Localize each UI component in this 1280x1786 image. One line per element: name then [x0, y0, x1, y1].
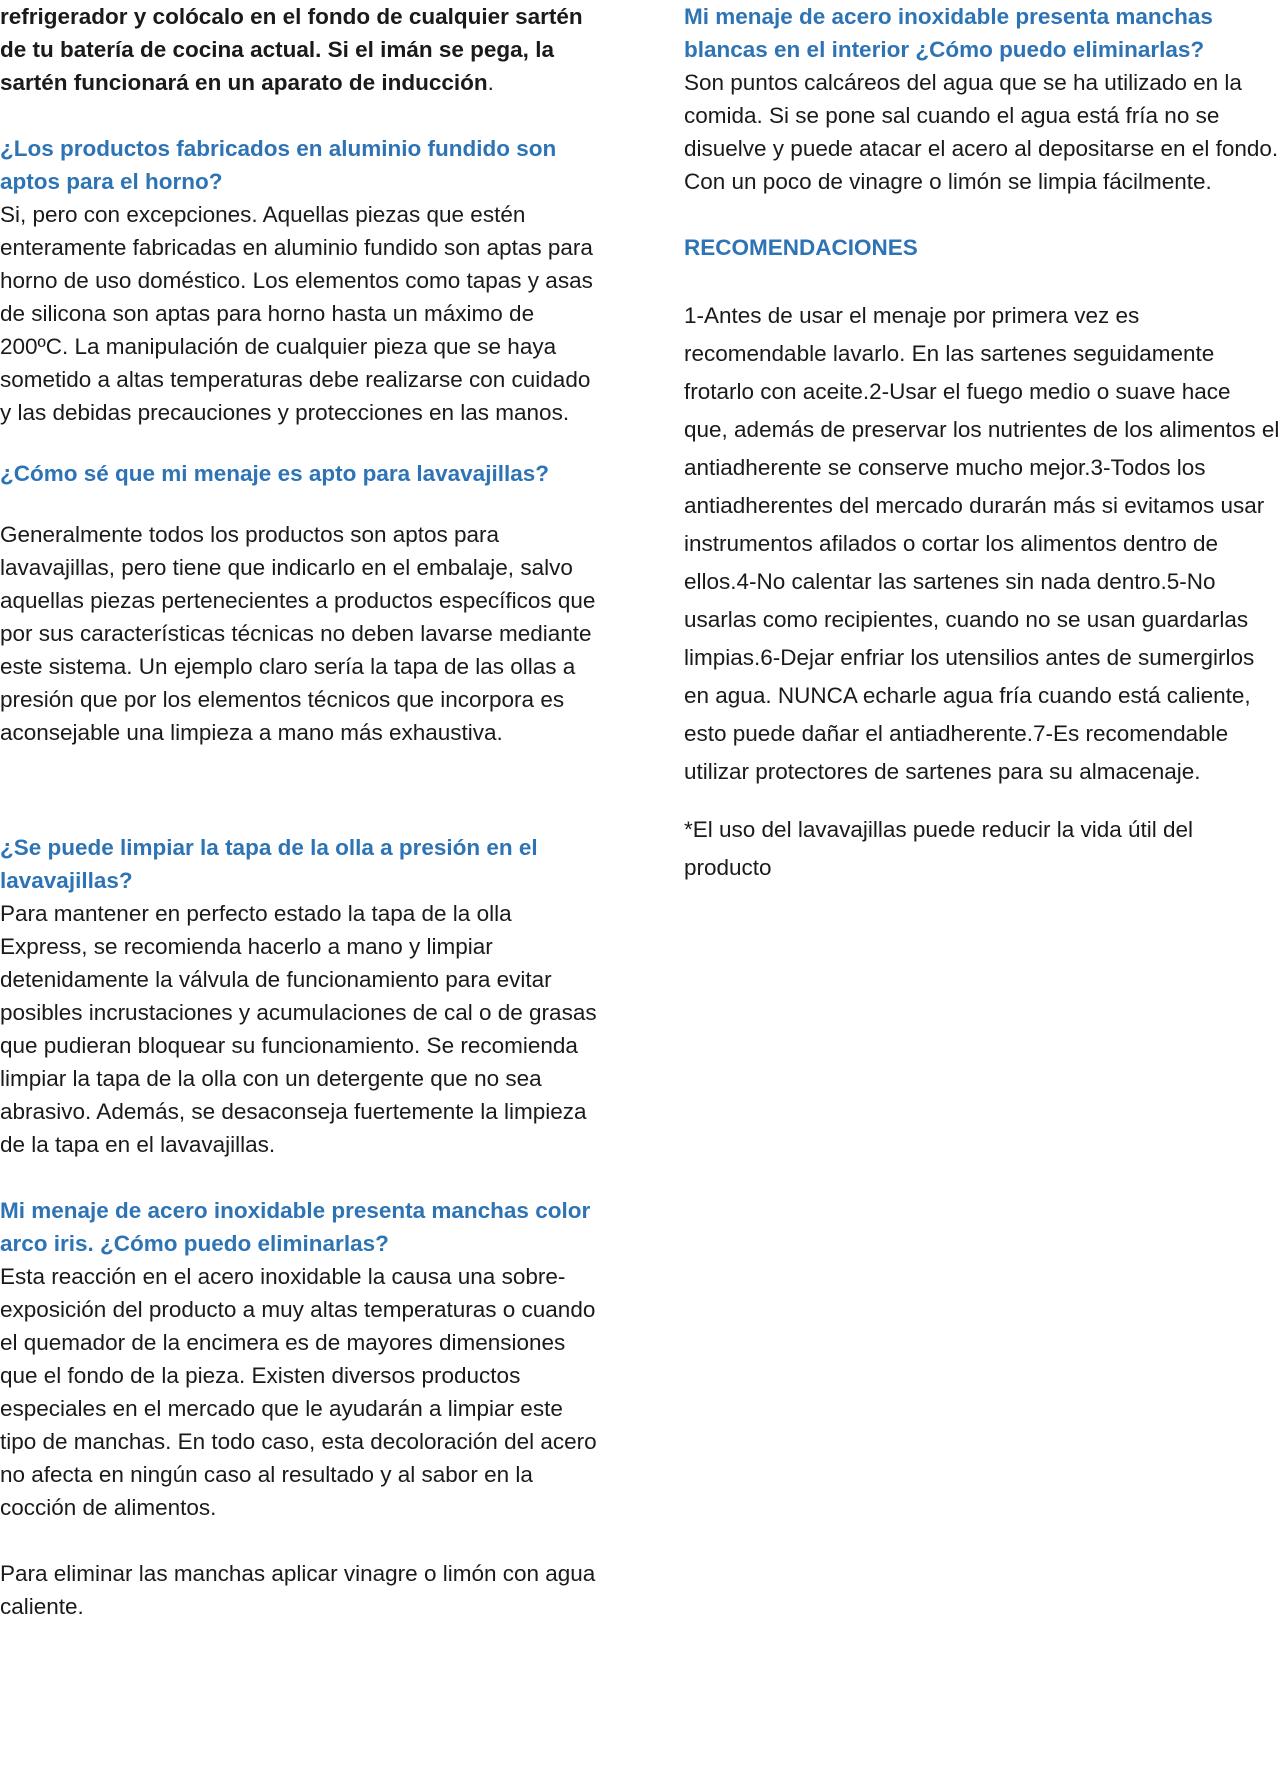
- recomendaciones-heading: RECOMENDACIONES: [684, 235, 918, 260]
- recomendaciones-text: 1-Antes de usar el menaje por primera vez es recomendable lavarlo. En las sartenes seguidamente frotarlo con aceite.2-Usar el fuego medio o suave hace que, además de preservar los nutrientes de los alimentos el antiadherente se conserve mucho mejor.3-Todos los antiadherentes del mercado durarán más si evitamos usar instrumentos afilados o cortar los alimentos dentro de ellos.4-No calentar las sartenes sin nada dentro.5-No usarlas como recipientes, cuando no se usan guardarlas limpias.6-Dejar enfriar los utensilios antes de sumergirlos en agua. NUNCA echarle agua fría cuando está caliente, esto puede dañar el antiadherente.7-Es recomendable utilizar protectores de sartenes para su almacenaje.: [684, 303, 1280, 784]
- intro-bold-text: refrigerador y colócalo en el fondo de cualquier sartén de tu batería de cocina actual. Si el imán se pega, la sartén funcionará en un aparato de inducción: [0, 4, 583, 95]
- faq-arco-iris-question: Mi menaje de acero inoxidable presenta manchas color arco iris. ¿Cómo puedo eliminarlas?: [0, 1198, 591, 1256]
- faq-arco-iris-answer: Esta reacción en el acero inoxidable la causa una sobre-exposición del producto a muy altas temperaturas o cuando el quemador de la encimera es de mayores dimensiones que el fondo de la pieza. Existen diversos productos especiales en el mercado que le ayudarán a limpiar este tipo de manchas. En todo caso, esta decoloración del acero no afecta en ningún caso al resultado y al sabor en la cocción de alimentos.: [0, 1264, 597, 1520]
- right-column: [684, 0, 1280, 887]
- spacer: [0, 1161, 600, 1194]
- intro-paragraph: [0, 0, 600, 99]
- spacer: [0, 429, 600, 457]
- faq-tapa-olla-answer: Para mantener en perfecto estado la tapa de la olla Express, se recomienda hacerlo a mano y limpiar detenidamente la válvula de funcionamiento para evitar posibles incrustaciones y acumulaciones de cal o de grasas que pudieran bloquear su funcionamiento. Se recomienda limpiar la tapa de la olla con un detergente que no sea abrasivo. Además, se desaconseja fuertemente la limpieza de la tapa en el lavavajillas.: [0, 901, 597, 1157]
- faq-aluminio-question: ¿Los productos fabricados en aluminio fundido son aptos para el horno?: [0, 136, 557, 194]
- left-column: [0, 0, 600, 1623]
- spacer: [684, 791, 1280, 811]
- spacer: [684, 264, 1280, 297]
- spacer: [0, 99, 600, 132]
- faq-aluminio-answer: Si, pero con excepciones. Aquellas piezas que estén enteramente fabricadas en aluminio fundido son aptas para horno de uso doméstico. Los elementos como tapas y asas de silicona son aptas para horno hasta un máximo de 200ºC. La manipulación de cualquier pieza que se haya sometido a altas temperaturas debe realizarse con cuidado y las debidas precauciones y protecciones en las manos.: [0, 202, 593, 425]
- faq-manchas-blancas-answer-2: Con un poco de vinagre o limón se limpia fácilmente.: [684, 169, 1212, 194]
- spacer: [0, 490, 600, 518]
- faq-lavavajillas-answer: Generalmente todos los productos son aptos para lavavajillas, pero tiene que indicarlo en el embalaje, salvo aquellas piezas pertenecientes a productos específicos que por sus características técnicas no deben lavarse mediante este sistema. Un ejemplo claro sería la tapa de las ollas a presión que por los elementos técnicos que incorpora es aconsejable una limpieza a mano más exhaustiva.: [0, 522, 596, 745]
- faq-tapa-olla-question: ¿Se puede limpiar la tapa de la olla a presión en el lavavajillas?: [0, 835, 538, 893]
- spacer: [0, 1524, 600, 1557]
- faq-manchas-blancas-answer: Son puntos calcáreos del agua que se ha utilizado en la comida. Si se pone sal cuando el agua está fría no se disuelve y puede atacar el acero al depositarse en el fondo.: [684, 70, 1279, 161]
- faq-arco-iris-extra: Para eliminar las manchas aplicar vinagre o limón con agua caliente.: [0, 1561, 596, 1619]
- faq-lavavajillas-question: ¿Cómo sé que mi menaje es apto para lavavajillas?: [0, 461, 549, 486]
- intro-tail: .: [487, 70, 494, 95]
- spacer: [684, 198, 1280, 231]
- spacer: [0, 749, 600, 831]
- recomendaciones-note: *El uso del lavavajillas puede reducir la vida útil del producto: [684, 817, 1194, 880]
- faq-manchas-blancas-question: Mi menaje de acero inoxidable presenta manchas blancas en el interior ¿Cómo puedo eliminarlas?: [684, 4, 1213, 62]
